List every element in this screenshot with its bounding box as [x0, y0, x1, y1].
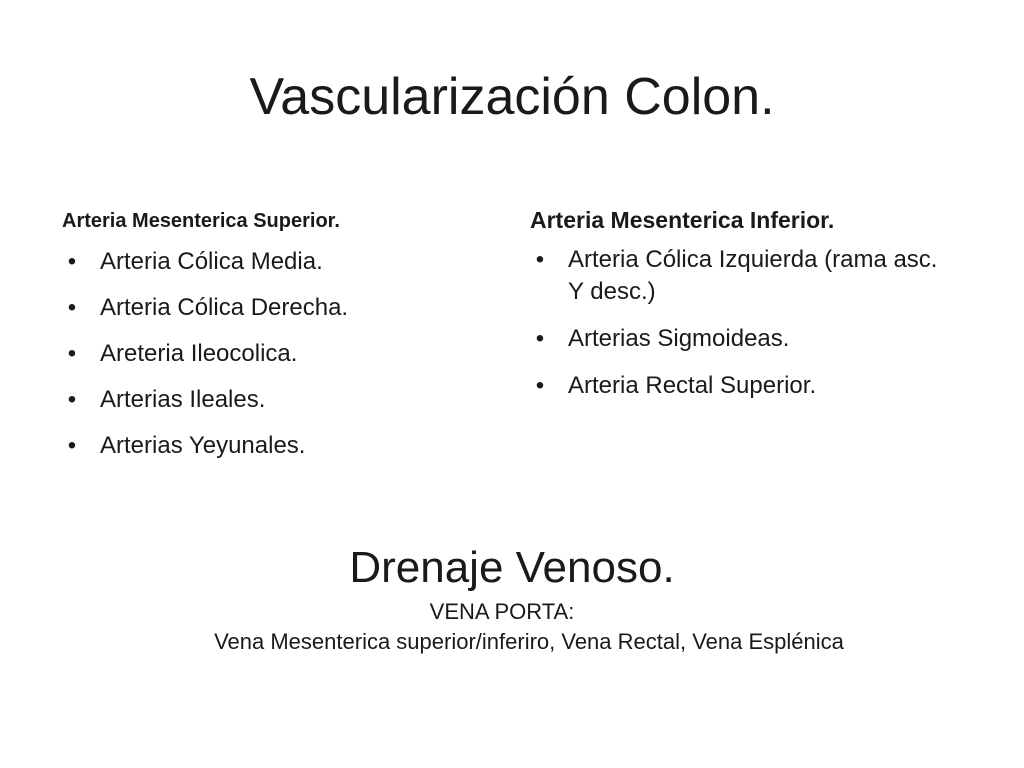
bullet-icon: •: [535, 372, 545, 399]
list-item-text: Arteria Cólica Media.: [100, 248, 323, 275]
list-item-text: Arteria Rectal Superior.: [568, 372, 817, 399]
bullet-icon: •: [67, 294, 77, 321]
list-item: [62, 384, 492, 416]
bullet-icon: •: [67, 248, 77, 275]
veins-list-text: Vena Mesenterica superior/inferiro, Vena Rectal, Vena Esplénica: [214, 629, 844, 654]
superior-artery-column: [62, 196, 492, 476]
list-item-text: Arteria Cólica Derecha.: [100, 294, 349, 321]
list-item: [530, 244, 950, 308]
list-item-text: Areteria Ileocolica.: [100, 340, 298, 367]
list-item: [62, 430, 492, 462]
bullet-icon: •: [67, 340, 77, 367]
inferior-artery-list: [530, 244, 950, 402]
slide-title: Vascularización Colon.: [249, 68, 775, 126]
list-item-text: Arteria Cólica Izquierda (rama asc. Y desc.): [568, 246, 938, 305]
inferior-artery-column: [530, 196, 950, 417]
superior-artery-list: [62, 246, 492, 462]
list-item-text: Arterias Sigmoideas.: [568, 325, 790, 352]
bullet-icon: •: [67, 432, 77, 459]
bullet-icon: •: [535, 246, 545, 273]
list-item: [62, 246, 492, 278]
bullet-icon: •: [67, 386, 77, 413]
list-item-text: Arterias Yeyunales.: [100, 432, 306, 459]
list-item: [530, 370, 950, 402]
list-item: [62, 338, 492, 370]
inferior-artery-heading: Arteria Mesenterica Inferior.: [530, 207, 835, 233]
venous-drainage-heading: Drenaje Venoso.: [349, 543, 675, 592]
bullet-icon: •: [535, 325, 545, 352]
list-item-text: Arterias Ileales.: [100, 386, 266, 413]
portal-vein-label: VENA PORTA:: [429, 599, 575, 624]
superior-artery-heading: Arteria Mesenterica Superior.: [62, 210, 340, 232]
list-item: [530, 323, 950, 355]
list-item: [62, 292, 492, 324]
